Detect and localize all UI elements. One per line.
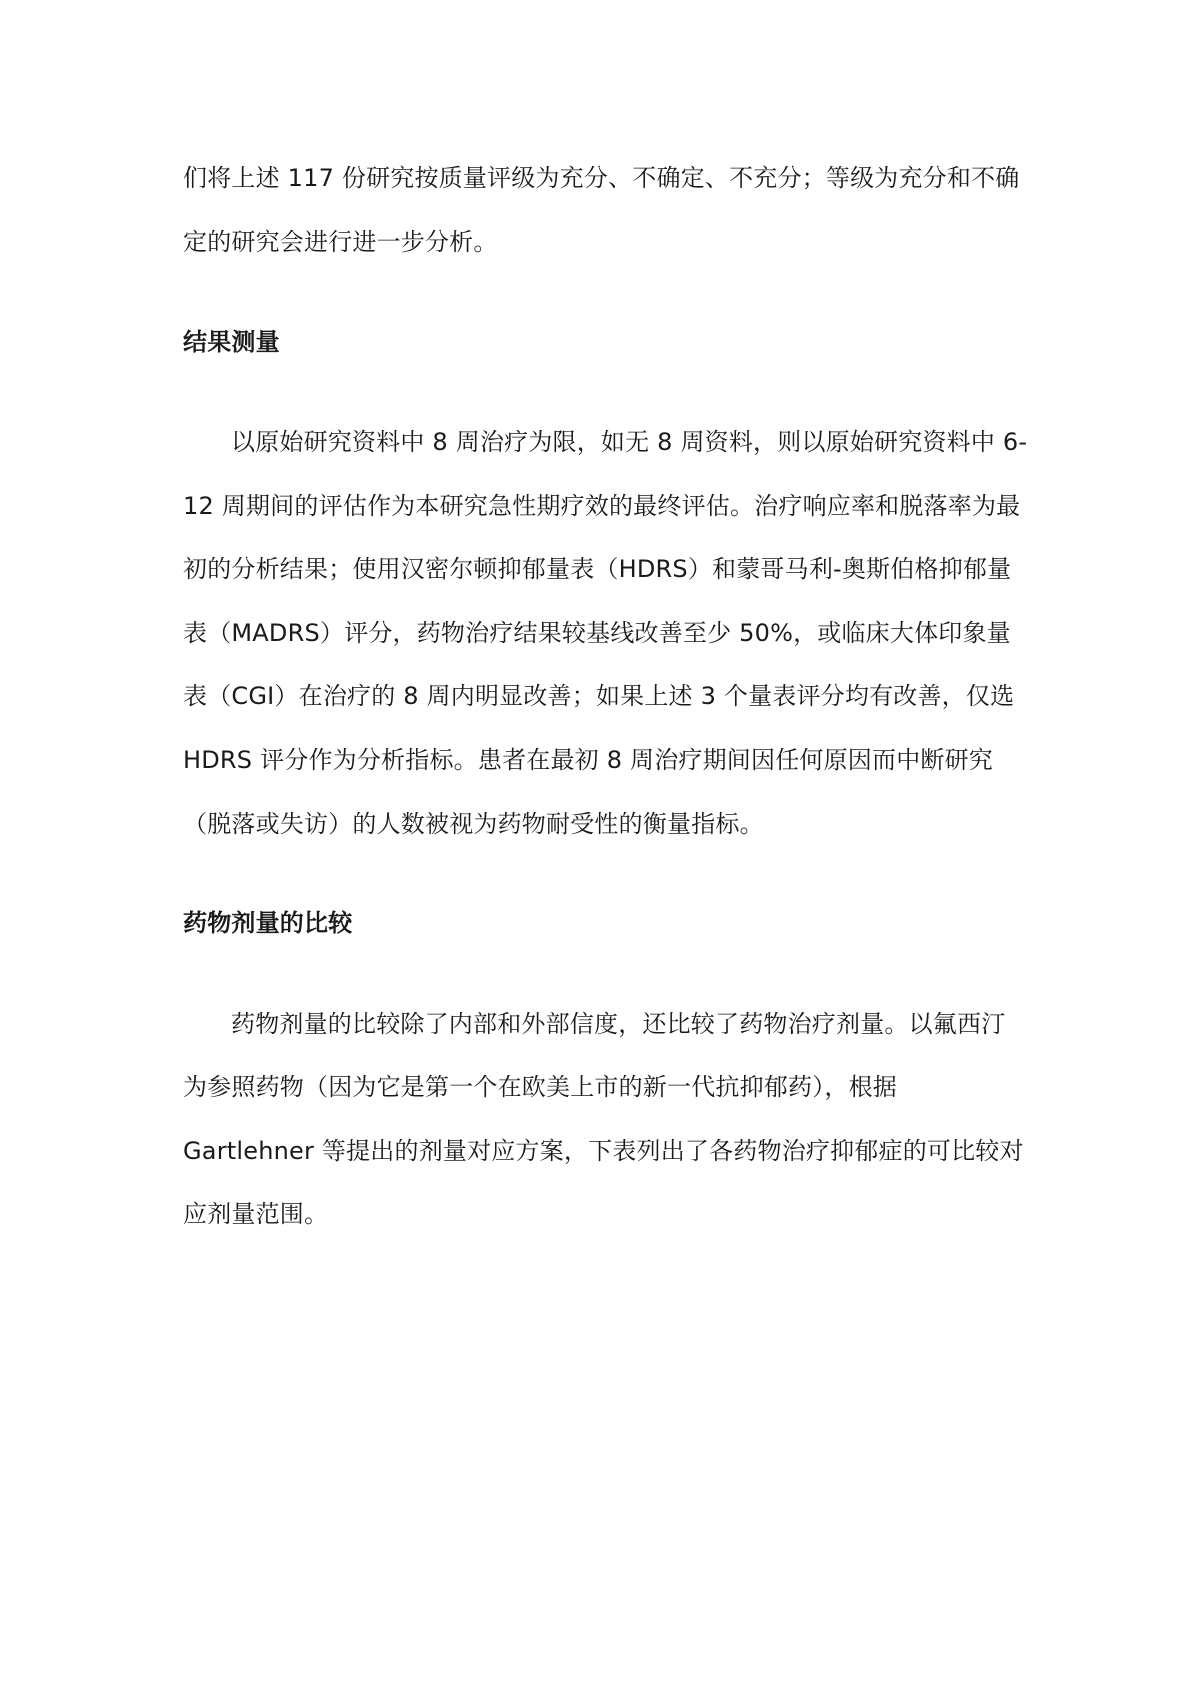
outcome-line-7: （脱落或失访）的人数被视为药物耐受性的衡量指标。 [183, 810, 764, 838]
dose-line-1: 药物剂量的比较除了内部和外部信度，还比较了药物治疗剂量。以氟西汀 [231, 1010, 1006, 1038]
outcome-heading: 结果测量 [183, 328, 280, 356]
dose-line-2: 为参照药物（因为它是第一个在欧美上市的新一代抗抑郁药），根据 [183, 1073, 897, 1101]
outcome-line-6: HDRS 评分作为分析指标。患者在最初 8 周治疗期间因任何原因而中断研究 [183, 746, 993, 774]
intro-line-2: 定的研究会进行进一步分析。 [183, 228, 498, 256]
dose-heading: 药物剂量的比较 [183, 909, 353, 937]
dose-line-3: Gartlehner 等提出的剂量对应方案，下表列出了各药物治疗抑郁症的可比较对 [183, 1137, 1024, 1165]
outcome-line-2: 12 周期间的评估作为本研究急性期疗效的最终评估。治疗响应率和脱落率为最 [183, 492, 1021, 520]
outcome-line-3: 初的分析结果；使用汉密尔顿抑郁量表（HDRS）和蒙哥马利-奥斯伯格抑郁量 [183, 555, 1012, 583]
outcome-line-5: 表（CGI）在治疗的 8 周内明显改善；如果上述 3 个量表评分均有改善，仅选 [183, 682, 1015, 710]
outcome-line-4: 表（MADRS）评分，药物治疗结果较基线改善至少 50%，或临床大体印象量 [183, 619, 1011, 647]
dose-line-4: 应剂量范围。 [183, 1200, 329, 1228]
outcome-line-1: 以原始研究资料中 8 周治疗为限，如无 8 周资料，则以原始研究资料中 6- [231, 428, 1028, 456]
intro-line-1: 们将上述 117 份研究按质量评级为充分、不确定、不充分；等级为充分和不确 [183, 164, 1020, 192]
